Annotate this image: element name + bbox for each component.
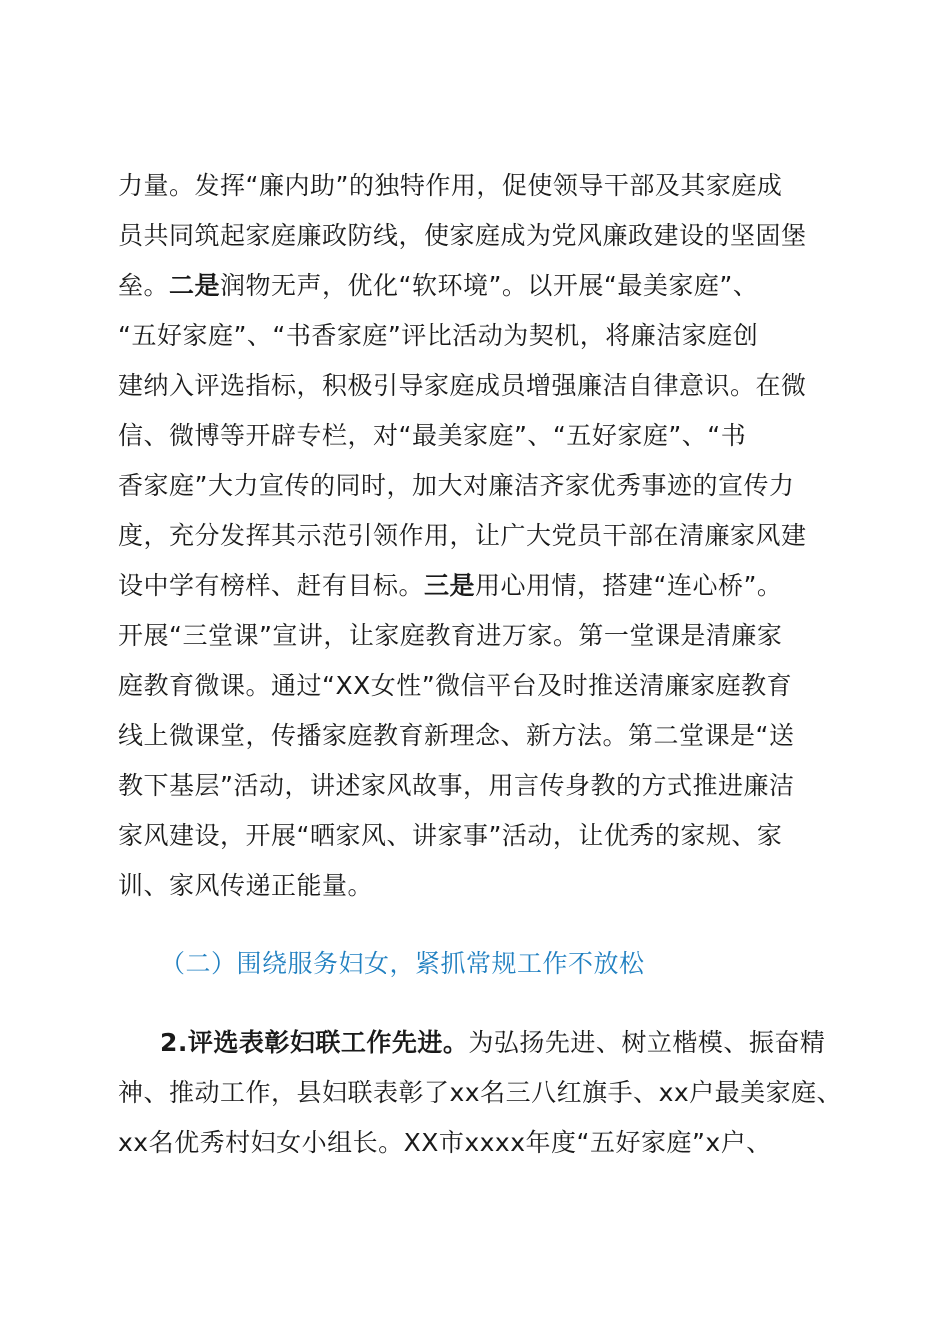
- body-text-line: [118, 268, 878, 304]
- body-text-line: [118, 318, 878, 354]
- body-text-line: [118, 668, 878, 704]
- body-text-line: [118, 1075, 878, 1111]
- text-span: 家风建设，开展“晒家风、讲家事”活动，让优秀的家规、家: [118, 821, 783, 850]
- body-text-line: [118, 518, 878, 554]
- text-span: 训、家风传递正能量。: [118, 871, 374, 900]
- body-text-line: [160, 1025, 880, 1061]
- text-span: 垒。: [118, 271, 170, 300]
- body-text-line: [118, 768, 878, 804]
- text-span: 信、微博等开辟专栏，对“最美家庭”、“五好家庭”、“书: [118, 421, 747, 450]
- text-span: “五好家庭”、“书香家庭”评比活动为契机，将廉洁家庭创: [118, 321, 759, 350]
- text-span: 香家庭”大力宣传的同时，加大对廉洁齐家优秀事迹的宣传力: [118, 471, 795, 500]
- section-heading: （二）围绕服务妇女，紧抓常规工作不放松: [160, 949, 645, 978]
- body-text-line: [118, 568, 878, 604]
- text-span: xx名优秀村妇女小组长。XX市xxxx年度“五好家庭”x户、: [118, 1128, 772, 1157]
- text-span: 为弘扬先进、树立楷模、振奋精: [468, 1028, 826, 1057]
- text-span: 润物无声，优化“软环境”。以开展“最美家庭”、: [220, 271, 759, 300]
- text-span: 教下基层”活动，讲述家风故事，用言传身教的方式推进廉洁: [118, 771, 795, 800]
- body-text-line: [118, 468, 878, 504]
- text-span: 力量。发挥“廉内助”的独特作用，促使领导干部及其家庭成: [118, 171, 783, 200]
- text-span: 神、推动工作，县妇联表彰了xx名三八红旗手、xx户最美家庭、: [118, 1078, 843, 1107]
- text-span: 开展“三堂课”宣讲，让家庭教育进万家。第一堂课是清廉家: [118, 621, 783, 650]
- body-text-line: [118, 718, 878, 754]
- body-text-line: [118, 818, 878, 854]
- body-text-line: [118, 418, 878, 454]
- body-text-line: [118, 1125, 878, 1161]
- text-span: 线上微课堂，传播家庭教育新理念、新方法。第二堂课是“送: [118, 721, 795, 750]
- text-span: 建纳入评选指标，积极引导家庭成员增强廉洁自律意识。在微: [118, 371, 807, 400]
- text-span: 庭教育微课。通过“XX女性”微信平台及时推送清廉家庭教育: [118, 671, 793, 700]
- text-span: 设中学有榜样、赶有目标。: [118, 571, 425, 600]
- bold-lead-in: 2.评选表彰妇联工作先进。: [160, 1028, 469, 1057]
- body-text-line: [118, 218, 878, 254]
- text-span: 用心用情，搭建“连心桥”。: [475, 571, 783, 600]
- body-text-line: [118, 618, 878, 654]
- text-span: 度，充分发挥其示范引领作用，让广大党员干部在清廉家风建: [118, 521, 807, 550]
- text-span: 员共同筑起家庭廉政防线，使家庭成为党风廉政建设的坚固堡: [118, 221, 807, 250]
- body-text-line: [118, 868, 878, 904]
- bold-lead-in: 三是: [424, 571, 476, 600]
- body-text-line: [118, 368, 878, 404]
- bold-lead-in: 二是: [169, 271, 221, 300]
- body-text-line: [118, 168, 878, 204]
